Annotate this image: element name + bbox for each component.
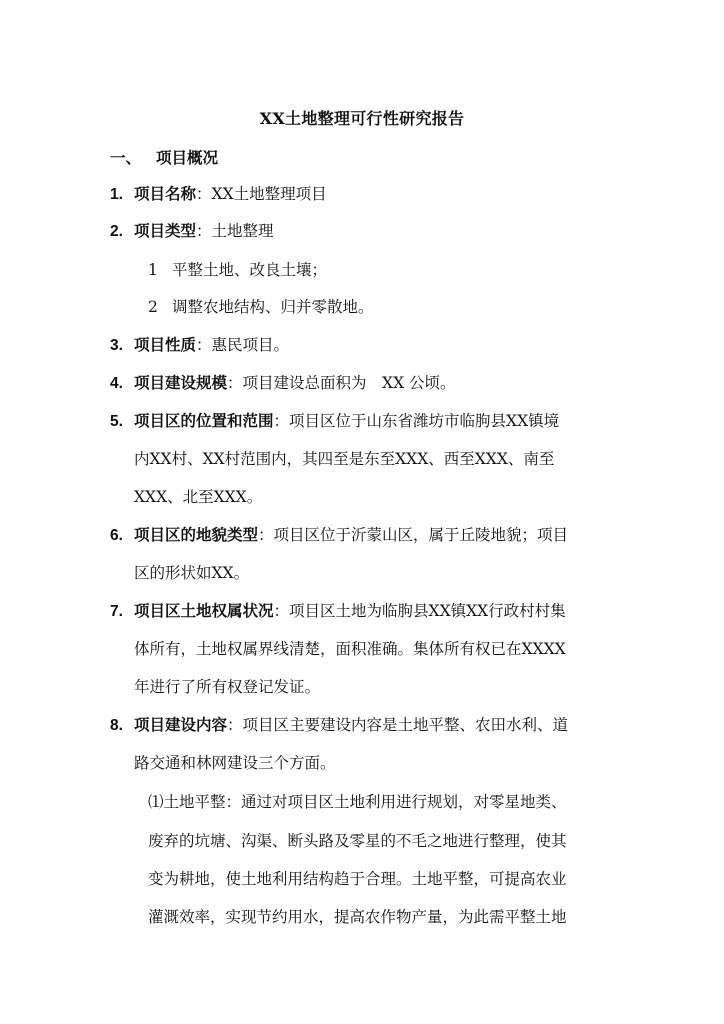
- item-label: 项目区的位置和范围: [134, 411, 274, 430]
- section-number: 一、: [110, 148, 142, 167]
- item-number: 3.: [110, 337, 123, 354]
- item-sep: ：: [196, 185, 212, 203]
- item-sep: ：: [196, 336, 212, 354]
- item-sep: ：: [273, 412, 290, 430]
- item-6-cont: 区的形状如XX。: [134, 564, 250, 582]
- paragraph-line: 灌溉效率，实现节约用水，提高农作物产量，为此需平整土地: [148, 908, 567, 926]
- paragraph-line: 变为耕地，使土地利用结构趋于合理。土地平整，可提高农业: [148, 870, 567, 888]
- item-text: 土地整理: [211, 222, 274, 240]
- item-text: 项目建设总面积为 XX 公顷。: [242, 374, 456, 392]
- item-number: 8.: [110, 717, 123, 734]
- item-4: [110, 371, 456, 396]
- subitem-2: [148, 295, 374, 319]
- item-1: [110, 182, 327, 207]
- item-7-cont: 体所有，土地权属界线清楚，面积准确。集体所有权已在XXXX: [134, 640, 566, 658]
- subitem-number: 1: [148, 261, 158, 279]
- item-number: 6.: [110, 527, 123, 544]
- item-sep: ：: [258, 526, 274, 544]
- item-text: 项目区土地为临朐县XX镇XX行政村村集: [289, 602, 566, 620]
- item-number: 2.: [110, 223, 123, 240]
- item-5-cont: 内XX村、XX村范围内，其四至是东至XXX、西至XXX、南至: [134, 450, 555, 468]
- item-5: [110, 409, 559, 434]
- item-number: 1.: [110, 186, 123, 203]
- paragraph-line: ⑴土地平整：通过对项目区土地利用进行规划，对零星地类、: [148, 793, 567, 811]
- item-text: 项目区位于沂蒙山区，属于丘陵地貌；项目: [273, 526, 569, 544]
- item-sep: ：: [273, 602, 290, 620]
- item-text: 惠民项目。: [211, 336, 290, 354]
- item-label: 项目名称: [134, 184, 197, 203]
- item-6: [110, 523, 568, 548]
- item-8: [110, 713, 568, 738]
- subitem-text: 平整土地、改良土壤；: [172, 261, 328, 279]
- item-label: 项目建设规模: [134, 373, 228, 392]
- item-sep: ：: [227, 374, 243, 392]
- item-label: 项目性质: [134, 335, 197, 354]
- document-title: XX土地整理可行性研究报告: [259, 109, 465, 128]
- item-number: 4.: [110, 375, 123, 392]
- item-sep: ：: [227, 716, 243, 734]
- paragraph-line: 废弃的坑塘、沟渠、断头路及零星的不毛之地进行整理，使其: [148, 832, 567, 850]
- item-number: 5.: [110, 413, 123, 430]
- item-sep: ：: [196, 222, 212, 240]
- item-5-cont: XXX、北至XXX。: [134, 488, 263, 506]
- subitem-text: 调整农地结构、归并零散地。: [172, 298, 374, 316]
- item-3: [110, 333, 289, 358]
- item-label: 项目区的地貌类型: [134, 525, 259, 544]
- item-2: [110, 219, 274, 244]
- subitem-1: [148, 258, 327, 282]
- item-7: [110, 599, 566, 624]
- item-label: 项目建设内容: [134, 715, 228, 734]
- subitem-number: 2: [148, 298, 158, 316]
- item-7-cont: 年进行了所有权登记发证。: [134, 678, 321, 696]
- item-text: 项目区主要建设内容是土地平整、农田水利、道: [242, 716, 569, 734]
- section-heading: [110, 146, 218, 170]
- section-label: 项目概况: [156, 148, 219, 167]
- item-text: XX土地整理项目: [211, 185, 327, 203]
- item-label: 项目类型: [134, 221, 197, 240]
- item-label: 项目区土地权属状况: [134, 601, 274, 620]
- item-text: 项目区位于山东省潍坊市临朐县XX镇境: [289, 412, 560, 430]
- item-number: 7.: [110, 603, 123, 620]
- item-8-cont: 路交通和林网建设三个方面。: [134, 754, 336, 772]
